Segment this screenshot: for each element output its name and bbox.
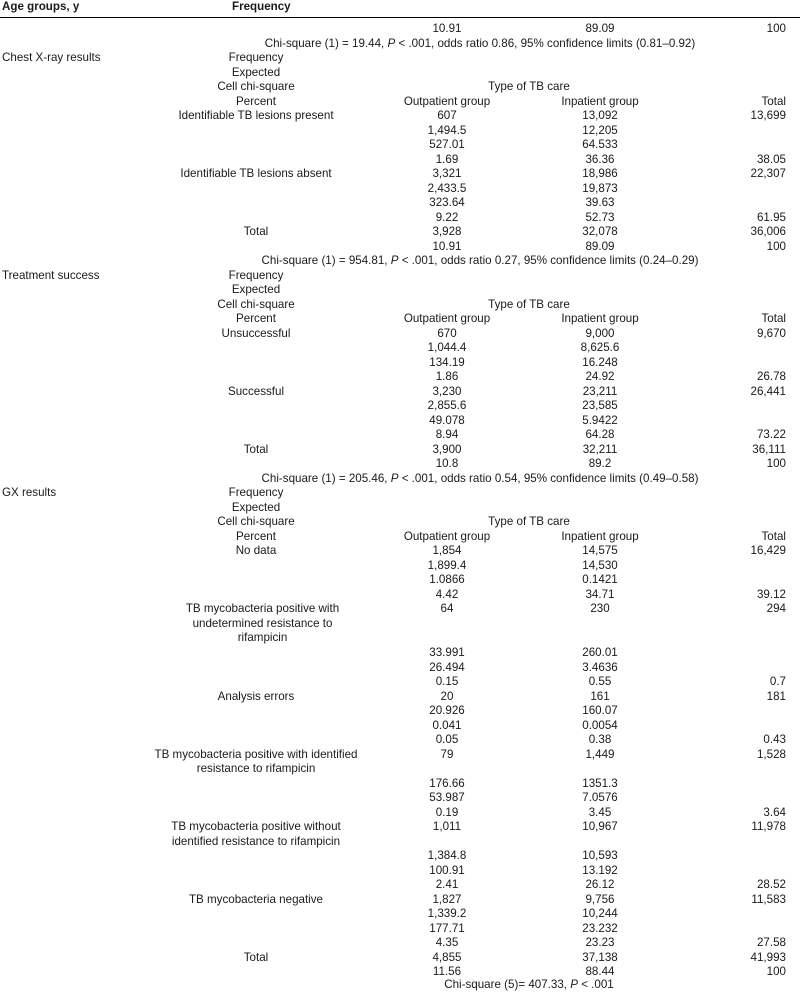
col-inpatient: Inpatient group bbox=[561, 94, 639, 108]
table-row bbox=[0, 544, 800, 559]
cell-total: 16,429 bbox=[750, 544, 786, 557]
cell-outpatient: 1.69 bbox=[435, 152, 459, 166]
cell-outpatient: 4.42 bbox=[435, 587, 459, 601]
cell-outpatient: 33.991 bbox=[429, 646, 465, 659]
cell-inpatient: 3.45 bbox=[588, 805, 612, 819]
table-row bbox=[0, 733, 800, 748]
cell-outpatient: 176.66 bbox=[429, 776, 465, 790]
stat-label: Expected bbox=[231, 283, 281, 296]
cell-total: 22,307 bbox=[750, 167, 786, 180]
stat-label: Percent bbox=[236, 529, 276, 543]
cell-outpatient: 20 bbox=[440, 689, 454, 703]
table-row bbox=[0, 893, 800, 908]
cell-inpatient: 23,211 bbox=[582, 384, 618, 398]
cell-total: 181 bbox=[766, 689, 786, 703]
cell-outpatient: 10.8 bbox=[435, 457, 459, 470]
cell-inpatient: 16.248 bbox=[582, 355, 618, 369]
cell-inpatient: 13,092 bbox=[582, 109, 618, 122]
cell-outpatient: 49.078 bbox=[429, 413, 465, 427]
section-title-gx: GX results bbox=[2, 486, 57, 499]
table-row bbox=[0, 457, 800, 472]
cell-outpatient: 1.0866 bbox=[429, 573, 465, 586]
type-of-tb-care-label: Type of TB care bbox=[488, 297, 570, 311]
table-row bbox=[0, 240, 800, 255]
chi-square-text: Chi-square (1) = 205.46, P < .001, odds ratio 0.54, 95% confidence limits (0.49–0.58) bbox=[261, 471, 699, 485]
chi-square-row bbox=[0, 254, 800, 269]
table-row bbox=[0, 225, 800, 240]
table-row bbox=[0, 196, 800, 211]
cell-outpatient: 1,044.4 bbox=[427, 341, 467, 354]
stat-label: Cell chi-square bbox=[217, 80, 295, 93]
table-row bbox=[0, 704, 800, 719]
cell-outpatient: 0.19 bbox=[435, 805, 459, 819]
cell-inpatient: 32,078 bbox=[582, 225, 618, 238]
table-row bbox=[0, 298, 800, 313]
cell-inpatient: 10,244 bbox=[582, 907, 618, 920]
cell-inpatient: 7.0576 bbox=[582, 791, 618, 804]
cell-outpatient: 607 bbox=[437, 109, 457, 122]
table-row bbox=[0, 690, 800, 705]
cell-total: 73.22 bbox=[756, 428, 786, 441]
table-row bbox=[0, 51, 800, 66]
col-total: Total bbox=[761, 312, 786, 325]
cell-total: 41,993 bbox=[750, 950, 786, 964]
table-row bbox=[0, 675, 800, 690]
cell-inpatient: 14,530 bbox=[582, 558, 618, 572]
col-total: Total bbox=[761, 94, 786, 108]
cell-inpatient: 1351.3 bbox=[582, 776, 618, 790]
table-row bbox=[0, 370, 800, 385]
table-row bbox=[0, 153, 800, 168]
table-row bbox=[0, 820, 800, 849]
table-row bbox=[0, 167, 800, 182]
cell-outpatient: 177.71 bbox=[429, 921, 465, 935]
cell-outpatient: 10.91 bbox=[432, 239, 462, 253]
cell-outpatient: 0.15 bbox=[435, 675, 459, 688]
stat-label: Frequency bbox=[228, 268, 284, 282]
stat-label: Cell chi-square bbox=[217, 515, 295, 528]
chi-square-row bbox=[0, 978, 800, 993]
cell-total: 1,528 bbox=[756, 747, 786, 761]
cell-total: 100 bbox=[766, 457, 786, 470]
col-outpatient: Outpatient group bbox=[403, 94, 491, 108]
cell-outpatient: 1,011 bbox=[432, 820, 462, 833]
row-label: Unsuccessful bbox=[221, 326, 291, 340]
table-row bbox=[0, 806, 800, 821]
cell-outpatient: 1,899.4 bbox=[427, 558, 467, 572]
cell-total: 27.58 bbox=[756, 936, 786, 949]
cell-outpatient: 1,339.2 bbox=[427, 907, 467, 920]
cell-total: 11,583 bbox=[751, 892, 786, 906]
row-label: Successful bbox=[227, 384, 285, 398]
cell-outpatient: 53.987 bbox=[429, 791, 465, 804]
cell-outpatient: 2,855.6 bbox=[427, 399, 467, 412]
cell-inpatient: 12,205 bbox=[582, 123, 618, 137]
cell-outpatient: 26.494 bbox=[429, 660, 465, 674]
cell-inpatient: 14,575 bbox=[582, 544, 618, 557]
table-row bbox=[0, 80, 800, 95]
cell-total: 100 bbox=[766, 965, 786, 978]
chi-square-text: Chi-square (1) = 19.44, P < .001, odds ratio 0.86, 95% confidence limits (0.81–0.92) bbox=[264, 36, 696, 50]
table-row bbox=[0, 22, 800, 37]
stat-label: Percent bbox=[236, 94, 276, 108]
cell-total: 39.12 bbox=[756, 587, 786, 601]
table-row bbox=[0, 312, 800, 327]
row-label: Total bbox=[243, 950, 269, 964]
chi-square-text: Chi-square (5)= 407.33, P < .001 bbox=[444, 978, 614, 991]
cell-inpatient: 0.0054 bbox=[582, 718, 618, 732]
cell-inpatient: 37,138 bbox=[582, 950, 618, 964]
chi-square-row bbox=[0, 37, 800, 52]
cell-total: 26.78 bbox=[756, 370, 786, 383]
cell-total: 26,441 bbox=[750, 384, 786, 398]
cell-inpatient: 230 bbox=[590, 602, 610, 615]
col-inpatient: Inpatient group bbox=[561, 312, 639, 325]
cell-outpatient: 134.19 bbox=[429, 355, 465, 369]
cell-outpatient: 3,230 bbox=[432, 384, 462, 398]
cell-inpatient: 64.533 bbox=[582, 138, 618, 151]
cell-inpatient: 24.92 bbox=[585, 370, 615, 383]
cell-inpatient: 0.38 bbox=[588, 733, 612, 746]
table-row bbox=[0, 486, 800, 501]
cell-outpatient: 1,827 bbox=[432, 892, 462, 906]
cell-outpatient: 0.05 bbox=[435, 733, 459, 746]
table-row bbox=[0, 501, 800, 516]
table-row bbox=[0, 530, 800, 545]
cell-inpatient: 161 bbox=[590, 689, 610, 703]
table-row bbox=[0, 791, 800, 806]
cell-inpatient: 34.71 bbox=[585, 587, 615, 601]
stat-label: Percent bbox=[236, 312, 276, 325]
table-row bbox=[0, 327, 800, 342]
cell-inpatient: 89.2 bbox=[588, 457, 612, 470]
cell-outpatient: 527.01 bbox=[429, 138, 465, 151]
cell-total: 3.64 bbox=[763, 805, 786, 819]
col-outpatient: Outpatient group bbox=[403, 529, 491, 543]
row-label: Total bbox=[243, 225, 269, 238]
cell-inpatient: 1,449 bbox=[585, 747, 615, 761]
cell-inpatient: 39.63 bbox=[585, 196, 615, 209]
cell-inpatient: 19,873 bbox=[582, 181, 618, 195]
age-groups-header: Age groups, y bbox=[2, 0, 80, 13]
cell-inpatient: 3.4636 bbox=[582, 660, 618, 674]
cell-total: 36,111 bbox=[752, 442, 786, 456]
cell-inpatient: 89.09 bbox=[585, 239, 615, 253]
cell-outpatient: 670 bbox=[437, 326, 457, 340]
frequency-header: Frequency bbox=[232, 0, 291, 13]
cell-total: 61.95 bbox=[756, 210, 786, 224]
cell-total: 0.43 bbox=[763, 733, 786, 746]
table-row bbox=[0, 66, 800, 81]
cell-outpatient: 2.41 bbox=[435, 878, 459, 891]
table-header bbox=[0, 0, 800, 18]
cell-outpatient: 323.64 bbox=[429, 196, 465, 209]
table-row bbox=[0, 95, 800, 110]
cell-total: 11,978 bbox=[751, 820, 786, 833]
cell-outpatient: 8.94 bbox=[435, 428, 459, 441]
cell-outpatient: 11.56 bbox=[432, 965, 462, 978]
table-row bbox=[0, 414, 800, 429]
row-label: TB mycobacteria positive with identified resistance to rifampicin bbox=[154, 747, 358, 775]
table-row bbox=[0, 356, 800, 371]
cell-outpatient: 79 bbox=[440, 747, 454, 761]
cell-outpatient: 9.22 bbox=[435, 210, 459, 224]
cell-inpatient: 23,585 bbox=[582, 399, 618, 412]
cell-outpatient: 64 bbox=[440, 602, 454, 615]
cell-inpatient: 23.23 bbox=[585, 936, 615, 949]
table-row bbox=[0, 428, 800, 443]
col-total: Total bbox=[761, 529, 786, 543]
stat-label: Frequency bbox=[228, 51, 284, 64]
cell-total: 9,670 bbox=[756, 326, 786, 340]
table-row bbox=[0, 922, 800, 937]
row-label: TB mycobacteria positive without identified resistance to rifampicin bbox=[171, 820, 341, 848]
table-row bbox=[0, 269, 800, 284]
table-row bbox=[0, 283, 800, 298]
type-of-tb-care-label: Type of TB care bbox=[488, 80, 570, 93]
table-row bbox=[0, 515, 800, 530]
cell-inpatient: 260.01 bbox=[582, 646, 618, 659]
cell-inpatient: 88.44 bbox=[585, 965, 615, 978]
table-row bbox=[0, 573, 800, 588]
row-label: Total bbox=[243, 442, 269, 456]
table-row bbox=[0, 878, 800, 893]
cell-inpatient: 8,625.6 bbox=[580, 341, 620, 354]
table-row bbox=[0, 661, 800, 676]
table-row bbox=[0, 602, 800, 646]
table-row bbox=[0, 849, 800, 864]
stat-label: Cell chi-square bbox=[217, 297, 295, 311]
chi-square-row bbox=[0, 472, 800, 487]
table-row bbox=[0, 951, 800, 966]
cell-inpatient: 10,967 bbox=[582, 820, 618, 833]
cell-inpatient: 5.9422 bbox=[582, 413, 618, 427]
cell-inpatient: 18,986 bbox=[582, 167, 618, 180]
table-row bbox=[0, 341, 800, 356]
table-row bbox=[0, 109, 800, 124]
cell-inpatient: 10,593 bbox=[582, 849, 618, 862]
stat-label: Expected bbox=[231, 65, 281, 79]
cell-total: 0.7 bbox=[769, 675, 786, 688]
table-row bbox=[0, 559, 800, 574]
row-label: Identifiable TB lesions present bbox=[178, 109, 334, 122]
cell-outpatient: 3,900 bbox=[432, 442, 462, 456]
cell-outpatient: 1,854 bbox=[432, 544, 462, 557]
table-row bbox=[0, 443, 800, 458]
cell-inpatient: 64.28 bbox=[585, 428, 615, 441]
cell-outpatient: 4,855 bbox=[432, 950, 462, 964]
cell-total: 100 bbox=[766, 239, 786, 253]
table-row bbox=[0, 907, 800, 922]
section-title-chest-xray: Chest X-ray results bbox=[2, 51, 101, 64]
stat-label: Frequency bbox=[228, 486, 284, 499]
cell-inpatient: 0.1421 bbox=[582, 573, 618, 586]
cell-total: 294 bbox=[766, 602, 786, 615]
row-label: TB mycobacteria negative bbox=[188, 892, 324, 906]
cell-total: 13,699 bbox=[750, 109, 786, 122]
table-row bbox=[0, 399, 800, 414]
table-row bbox=[0, 864, 800, 879]
cell-outpatient: 20.926 bbox=[429, 704, 465, 717]
cell-total-percent: 100 bbox=[766, 22, 786, 35]
table-row bbox=[0, 124, 800, 139]
cell-outpatient: 3,321 bbox=[432, 167, 462, 180]
table-row bbox=[0, 211, 800, 226]
cell-outpatient: 4.35 bbox=[435, 936, 459, 949]
cell-total: 28.52 bbox=[756, 878, 786, 891]
cell-outpatient: 2,433.5 bbox=[427, 181, 467, 195]
cell-outpatient-percent: 10.91 bbox=[432, 22, 462, 35]
row-label: Analysis errors bbox=[217, 689, 295, 703]
table-row bbox=[0, 385, 800, 400]
cell-inpatient: 52.73 bbox=[585, 210, 615, 224]
cell-inpatient: 26.12 bbox=[585, 878, 615, 891]
cell-outpatient: 3,928 bbox=[432, 225, 462, 238]
cell-inpatient: 32,211 bbox=[582, 442, 618, 456]
stat-label: Expected bbox=[231, 500, 281, 514]
cell-outpatient: 0.041 bbox=[432, 718, 462, 732]
type-of-tb-care-label: Type of TB care bbox=[488, 515, 570, 528]
table-row bbox=[0, 777, 800, 792]
cell-inpatient: 36.36 bbox=[585, 152, 615, 166]
cell-inpatient: 23.232 bbox=[582, 921, 618, 935]
table-row bbox=[0, 936, 800, 951]
row-label: No data bbox=[235, 544, 277, 557]
table-row bbox=[0, 138, 800, 153]
row-label: Identifiable TB lesions absent bbox=[180, 167, 332, 180]
chi-square-text: Chi-square (1) = 954.81, P < .001, odds ratio 0.27, 95% confidence limits (0.24–0.29) bbox=[261, 254, 699, 267]
table-row bbox=[0, 719, 800, 734]
table-row bbox=[0, 748, 800, 777]
cell-total: 36,006 bbox=[750, 225, 786, 238]
cell-outpatient: 1,384.8 bbox=[427, 849, 467, 862]
cell-outpatient: 1.86 bbox=[435, 370, 459, 383]
col-inpatient: Inpatient group bbox=[561, 529, 639, 543]
table-row bbox=[0, 182, 800, 197]
cell-outpatient: 100.91 bbox=[429, 863, 465, 877]
cell-outpatient: 1,494.5 bbox=[427, 123, 467, 137]
table-row bbox=[0, 646, 800, 661]
cell-inpatient: 0.55 bbox=[588, 675, 612, 688]
cell-inpatient-percent: 89.09 bbox=[585, 22, 615, 35]
section-title-treatment: Treatment success bbox=[2, 268, 100, 282]
col-outpatient: Outpatient group bbox=[403, 312, 491, 325]
table-row bbox=[0, 588, 800, 603]
cell-inpatient: 9,756 bbox=[585, 892, 615, 906]
cell-inpatient: 160.07 bbox=[582, 704, 618, 717]
cell-inpatient: 13.192 bbox=[582, 863, 618, 877]
cell-inpatient: 9,000 bbox=[585, 326, 615, 340]
cell-total: 38.05 bbox=[756, 152, 786, 166]
row-label: TB mycobacteria positive with undetermined resistance to rifampicin bbox=[185, 602, 340, 644]
